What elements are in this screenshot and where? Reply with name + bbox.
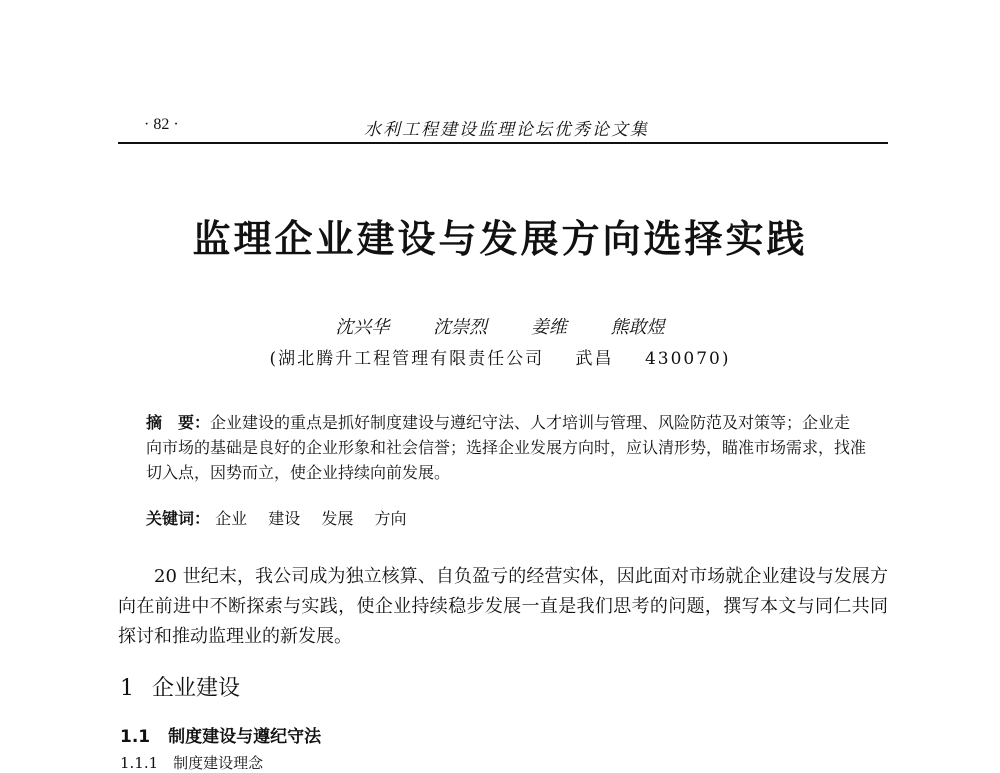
- keyword: 方向: [374, 509, 407, 528]
- keyword: 建设: [268, 509, 301, 528]
- affiliation-org: (湖北腾升工程管理有限责任公司: [269, 349, 545, 369]
- section-title: 企业建设: [152, 676, 241, 701]
- page-number: · 82 ·: [144, 116, 179, 133]
- affiliation-city: 武昌: [575, 349, 614, 369]
- section-number: 1: [120, 676, 134, 701]
- running-header: [118, 112, 888, 144]
- author-list: [0, 313, 1000, 339]
- author-name: 熊敢煜: [610, 317, 665, 338]
- keyword: 发展: [321, 509, 354, 528]
- paper-title: 监理企业建设与发展方向选择实践: [192, 216, 808, 261]
- affiliation: [0, 344, 1000, 369]
- author-name: 沈兴华: [335, 317, 390, 338]
- subsection-number: 1.1: [120, 727, 151, 747]
- subsubsection-heading: 1.1.1 制度建设理念: [120, 754, 264, 772]
- author-name: 沈崇烈: [433, 317, 488, 338]
- intro-paragraph: 20 世纪末，我公司成为独立核算、自负盈亏的经营实体，因此面对市场就企业建设与发展方向在前进中不断探索与实践，使企业持续稳步发展一直是我们思考的问题，撰写本文与同仁共同探讨和推动监理业的新发展。: [118, 566, 888, 647]
- subsection-heading: [120, 722, 321, 747]
- abstract-text: 企业建设的重点是抓好制度建设与遵纪守法、人才培训与管理、风险防范及对策等；企业走向市场的基础是良好的企业形象和社会信誉；选择企业发展方向时，应认清形势，瞄准市场需求，找准切入点，因势而立，使企业持续向前发展。: [146, 413, 867, 482]
- affiliation-postcode: 430070): [644, 349, 731, 369]
- abstract-label: 摘 要：: [146, 413, 211, 432]
- keyword: 企业: [215, 509, 248, 528]
- subsection-title: 制度建设与遵纪守法: [168, 727, 322, 747]
- keywords-label: 关键词：: [146, 509, 211, 528]
- journal-title: 水利工程建设监理论坛优秀论文集: [364, 120, 649, 140]
- keywords: [146, 506, 866, 529]
- author-name: 姜维: [530, 317, 567, 338]
- abstract: [146, 410, 866, 485]
- section-heading: [120, 671, 240, 702]
